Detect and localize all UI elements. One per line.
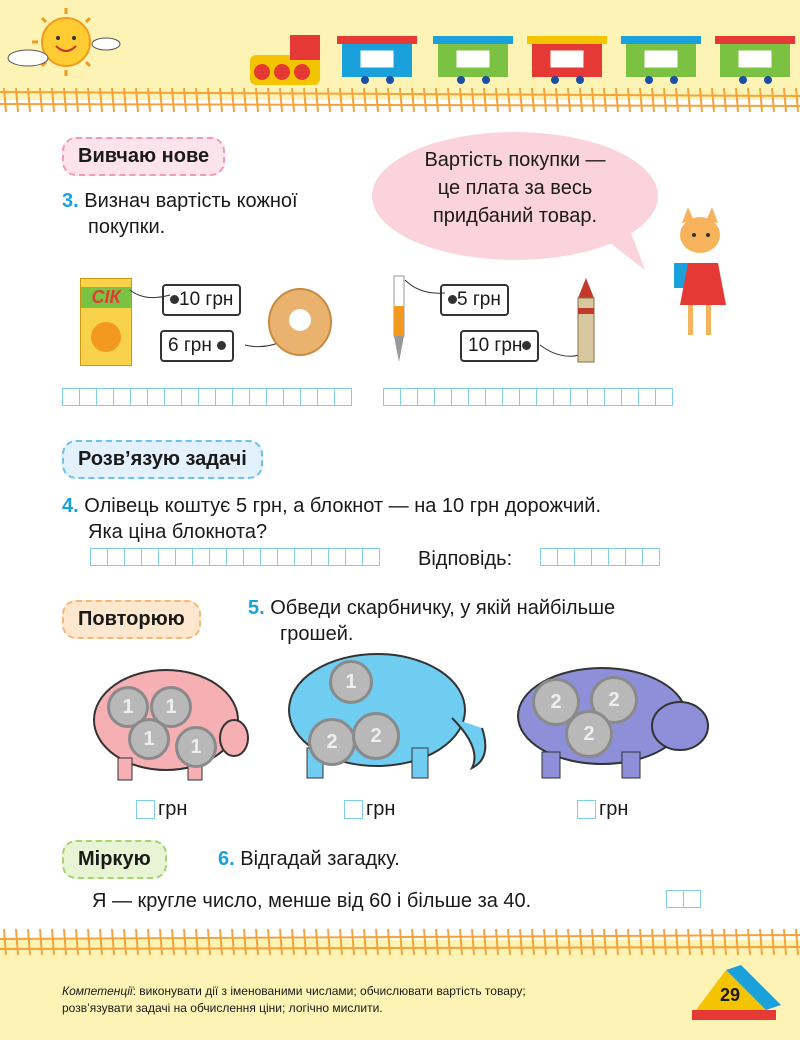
coin: 1 <box>175 726 217 768</box>
answer-grid[interactable] <box>383 388 672 406</box>
coin: 1 <box>329 660 373 704</box>
grid-cell[interactable] <box>502 388 520 406</box>
bubble-line: це плата за весь <box>437 177 593 199</box>
fruit-icon <box>91 322 121 352</box>
task-text: покупки. <box>88 216 166 238</box>
coin: 1 <box>128 718 170 760</box>
grid-cell[interactable] <box>417 388 435 406</box>
task-5 <box>248 595 768 647</box>
grid-cell[interactable] <box>434 388 452 406</box>
grid-cell[interactable] <box>158 548 176 566</box>
grid-cell[interactable] <box>468 388 486 406</box>
grid-cell[interactable] <box>557 548 575 566</box>
task-text: Яка ціна блокнота? <box>88 521 268 543</box>
answer-box[interactable] <box>577 800 596 819</box>
coin: 2 <box>590 676 638 724</box>
grid-cell[interactable] <box>79 388 97 406</box>
task-number: 4. <box>62 495 79 517</box>
answer-grid[interactable] <box>666 890 700 908</box>
grid-cell[interactable] <box>226 548 244 566</box>
price-tag: 10 грн <box>460 330 539 362</box>
grid-cell[interactable] <box>164 388 182 406</box>
riddle-text: Я — кругле число, менше від 60 і більше за 40. <box>92 890 532 912</box>
task-number: 3. <box>62 190 79 212</box>
grid-cell[interactable] <box>345 548 363 566</box>
grid-cell[interactable] <box>147 388 165 406</box>
bubble-line: придбаний товар. <box>432 205 598 227</box>
task-6 <box>218 846 400 872</box>
grid-cell[interactable] <box>249 388 267 406</box>
grid-cell[interactable] <box>141 548 159 566</box>
grid-cell[interactable] <box>570 388 588 406</box>
price-tag: 5 грн <box>440 284 509 316</box>
section-solve: Розв’язую задачі <box>62 440 263 479</box>
price-tag: 10 грн <box>162 284 241 316</box>
grid-cell[interactable] <box>317 388 335 406</box>
bubble-text <box>386 146 644 230</box>
grid-cell[interactable] <box>383 388 401 406</box>
grid-cell[interactable] <box>96 388 114 406</box>
grid-cell[interactable] <box>604 388 622 406</box>
grid-cell[interactable] <box>574 548 592 566</box>
grid-cell[interactable] <box>328 548 346 566</box>
grid-cell[interactable] <box>90 548 108 566</box>
grid-cell[interactable] <box>587 388 605 406</box>
task-3 <box>62 188 367 240</box>
header-illustration <box>0 0 800 115</box>
task-number: 5. <box>248 597 265 619</box>
juice-label: СІК <box>81 287 131 308</box>
grid-cell[interactable] <box>655 388 673 406</box>
bubble-line: Вартість покупки — <box>424 149 606 171</box>
coin: 2 <box>565 710 613 758</box>
task-text: Обведи скарбничку, у якій найбільше <box>270 597 616 619</box>
grid-cell[interactable] <box>666 890 684 908</box>
grid-cell[interactable] <box>260 548 278 566</box>
coin: 2 <box>532 678 580 726</box>
grid-cell[interactable] <box>451 388 469 406</box>
answer-grid[interactable] <box>540 548 659 566</box>
grid-cell[interactable] <box>485 388 503 406</box>
coin: 2 <box>308 718 356 766</box>
grid-cell[interactable] <box>519 388 537 406</box>
grid-cell[interactable] <box>683 890 701 908</box>
grid-cell[interactable] <box>113 388 131 406</box>
grid-cell[interactable] <box>107 548 125 566</box>
fence-icon <box>0 925 800 955</box>
grid-cell[interactable] <box>591 548 609 566</box>
grid-cell[interactable] <box>124 548 142 566</box>
grid-cell[interactable] <box>209 548 227 566</box>
grid-cell[interactable] <box>277 548 295 566</box>
elephant-answer[interactable]: грн <box>344 798 395 821</box>
coin: 1 <box>107 686 149 728</box>
grid-cell[interactable] <box>243 548 261 566</box>
train-icon <box>250 35 795 85</box>
grid-cell[interactable] <box>192 548 210 566</box>
answer-label: Відповідь: <box>418 548 513 570</box>
section-think: Міркую <box>62 840 167 879</box>
grid-cell[interactable] <box>130 388 148 406</box>
footer-competencies: Компетенції: виконувати дії з іменованими числами; обчислювати вартість товару; розв’язувати задачі на обчислення ціни; логічно мислити. <box>62 984 526 1015</box>
grid-cell[interactable] <box>553 388 571 406</box>
crayon-image <box>574 278 598 366</box>
grid-cell[interactable] <box>198 388 216 406</box>
sun-icon <box>32 8 100 76</box>
grid-cell[interactable] <box>536 388 554 406</box>
task-4 <box>62 493 782 545</box>
grid-cell[interactable] <box>62 388 80 406</box>
answer-grid[interactable] <box>90 548 379 566</box>
task-text: Олівець коштує 5 грн, а блокнот — на 10 грн дорожчий. <box>84 495 602 517</box>
task-text: Відгадай загадку. <box>240 848 400 870</box>
hippo-answer[interactable]: грн <box>577 798 628 821</box>
answer-box[interactable] <box>344 800 363 819</box>
section-repeat: Повторюю <box>62 600 201 639</box>
task-text: грошей. <box>280 623 354 645</box>
section-learn-new: Вивчаю нове <box>62 137 225 176</box>
grid-cell[interactable] <box>266 388 284 406</box>
grid-cell[interactable] <box>642 548 660 566</box>
pig-answer[interactable]: грн <box>136 798 187 821</box>
tag-strings <box>400 275 600 370</box>
grid-cell[interactable] <box>181 388 199 406</box>
grid-cell[interactable] <box>362 548 380 566</box>
coin: 1 <box>150 686 192 728</box>
coin: 2 <box>352 712 400 760</box>
grid-cell[interactable] <box>215 388 233 406</box>
task-number: 6. <box>218 848 235 870</box>
grid-cell[interactable] <box>540 548 558 566</box>
price-tag: 6 грн <box>160 330 234 362</box>
answer-box[interactable] <box>136 800 155 819</box>
answer-grid[interactable] <box>62 388 351 406</box>
grid-cell[interactable] <box>232 388 250 406</box>
donut-hole <box>289 309 311 331</box>
grid-cell[interactable] <box>283 388 301 406</box>
grid-cell[interactable] <box>638 388 656 406</box>
grid-cell[interactable] <box>334 388 352 406</box>
grid-cell[interactable] <box>175 548 193 566</box>
task-text: Визнач вартість кожної <box>84 190 298 212</box>
grid-cell[interactable] <box>311 548 329 566</box>
grid-cell[interactable] <box>400 388 418 406</box>
grid-cell[interactable] <box>608 548 626 566</box>
grid-cell[interactable] <box>300 388 318 406</box>
grid-cell[interactable] <box>621 388 639 406</box>
speech-bubble-tail <box>590 225 650 275</box>
page-number: 29 <box>720 985 741 1005</box>
grid-cell[interactable] <box>625 548 643 566</box>
fox-character-icon <box>660 205 740 345</box>
donut-image <box>268 288 332 356</box>
footer-label: Компетенції <box>62 984 133 998</box>
grid-cell[interactable] <box>294 548 312 566</box>
